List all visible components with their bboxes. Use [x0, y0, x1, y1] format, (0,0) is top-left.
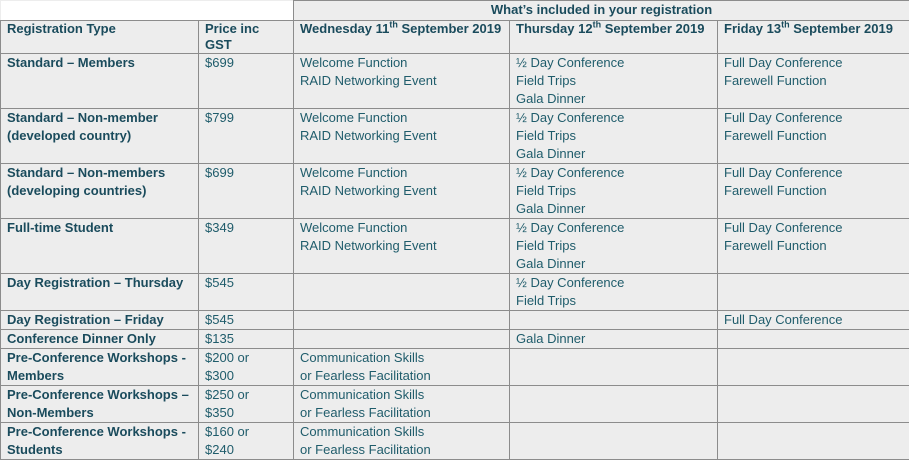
cell-registration-type — [1, 164, 199, 219]
cell-line: Day Registration – Thursday — [7, 274, 192, 292]
cell-thursday — [510, 311, 718, 330]
cell-line: Full Day Conference — [724, 311, 903, 329]
table-row — [1, 423, 909, 460]
cell-line: ½ Day Conference — [516, 109, 711, 127]
col-header-thursday — [510, 21, 718, 54]
wednesday-day: Wednesday 11 — [300, 21, 389, 36]
cell-price — [199, 349, 294, 386]
wednesday-month: September 2019 — [398, 21, 501, 36]
cell-line: $799 — [205, 109, 287, 127]
table-row — [1, 330, 909, 349]
cell-friday — [718, 330, 909, 349]
cell-line: Welcome Function — [300, 219, 503, 237]
cell-wednesday — [294, 386, 510, 423]
col-header-friday — [718, 21, 909, 54]
cell-registration-type — [1, 423, 199, 460]
cell-wednesday — [294, 311, 510, 330]
wednesday-ordinal: th — [389, 21, 398, 30]
cell-line: Full Day Conference — [724, 54, 903, 72]
cell-line: (developed country) — [7, 127, 192, 145]
cell-line: $240 — [205, 441, 287, 459]
cell-wednesday — [294, 349, 510, 386]
cell-line: $200 or — [205, 349, 287, 367]
friday-month: September 2019 — [790, 21, 893, 36]
cell-line: Field Trips — [516, 292, 711, 310]
cell-line: $300 — [205, 367, 287, 385]
cell-line: Gala Dinner — [516, 330, 711, 348]
cell-line: Field Trips — [516, 72, 711, 90]
cell-line: RAID Networking Event — [300, 182, 503, 200]
cell-line: ½ Day Conference — [516, 219, 711, 237]
cell-registration-type — [1, 219, 199, 274]
cell-line: Communication Skills — [300, 423, 503, 441]
cell-line: Field Trips — [516, 182, 711, 200]
cell-line: Full Day Conference — [724, 109, 903, 127]
cell-line: $350 — [205, 404, 287, 422]
cell-line: Full-time Student — [7, 219, 192, 237]
table-row — [1, 311, 909, 330]
cell-wednesday — [294, 423, 510, 460]
cell-line: Communication Skills — [300, 386, 503, 404]
cell-wednesday — [294, 219, 510, 274]
cell-line: ½ Day Conference — [516, 54, 711, 72]
thursday-month: September 2019 — [601, 21, 704, 36]
cell-friday — [718, 54, 909, 109]
cell-line: RAID Networking Event — [300, 127, 503, 145]
cell-line: $699 — [205, 164, 287, 182]
cell-registration-type — [1, 386, 199, 423]
cell-line: Day Registration – Friday — [7, 311, 192, 329]
cell-line: Standard – Non-members — [7, 164, 192, 182]
cell-registration-type — [1, 274, 199, 311]
cell-line: or Fearless Facilitation — [300, 441, 503, 459]
cell-wednesday — [294, 274, 510, 311]
cell-wednesday — [294, 330, 510, 349]
cell-line: Farewell Function — [724, 72, 903, 90]
col-header-price: Price inc GST — [199, 21, 294, 54]
table-row — [1, 219, 909, 274]
cell-line: Farewell Function — [724, 237, 903, 255]
table-row — [1, 54, 909, 109]
cell-registration-type — [1, 330, 199, 349]
cell-line: $160 or — [205, 423, 287, 441]
cell-line: Field Trips — [516, 237, 711, 255]
cell-line: $135 — [205, 330, 287, 348]
cell-thursday — [510, 386, 718, 423]
cell-line: or Fearless Facilitation — [300, 404, 503, 422]
cell-registration-type — [1, 54, 199, 109]
thursday-day: Thursday 12 — [516, 21, 593, 36]
friday-day: Friday 13 — [724, 21, 781, 36]
cell-line: Field Trips — [516, 127, 711, 145]
friday-ordinal: th — [781, 21, 790, 30]
cell-price — [199, 330, 294, 349]
cell-price — [199, 423, 294, 460]
cell-line: RAID Networking Event — [300, 72, 503, 90]
cell-line: RAID Networking Event — [300, 237, 503, 255]
cell-line: Gala Dinner — [516, 90, 711, 108]
col-header-wednesday — [294, 21, 510, 54]
included-group-header: What’s included in your registration — [294, 1, 909, 21]
cell-friday — [718, 349, 909, 386]
cell-line: Gala Dinner — [516, 255, 711, 273]
cell-line: $699 — [205, 54, 287, 72]
cell-line: Standard – Members — [7, 54, 192, 72]
cell-line: Farewell Function — [724, 127, 903, 145]
cell-line: ½ Day Conference — [516, 274, 711, 292]
cell-thursday — [510, 54, 718, 109]
thursday-ordinal: th — [593, 21, 602, 30]
cell-line: Full Day Conference — [724, 164, 903, 182]
cell-line: $545 — [205, 311, 287, 329]
header-blank — [1, 1, 294, 21]
cell-line: (developing countries) — [7, 182, 192, 200]
table-row — [1, 349, 909, 386]
cell-line: $545 — [205, 274, 287, 292]
cell-line: Farewell Function — [724, 182, 903, 200]
cell-wednesday — [294, 109, 510, 164]
cell-price — [199, 274, 294, 311]
cell-friday — [718, 219, 909, 274]
cell-friday — [718, 164, 909, 219]
col-header-registration-type: Registration Type — [1, 21, 199, 54]
cell-price — [199, 164, 294, 219]
cell-line: Non-Members — [7, 404, 192, 422]
cell-line: Standard – Non-member — [7, 109, 192, 127]
cell-registration-type — [1, 311, 199, 330]
cell-line: Pre-Conference Workshops – — [7, 386, 192, 404]
cell-thursday — [510, 274, 718, 311]
cell-line: Gala Dinner — [516, 145, 711, 163]
cell-line: Welcome Function — [300, 109, 503, 127]
cell-friday — [718, 109, 909, 164]
cell-line: ½ Day Conference — [516, 164, 711, 182]
cell-line: Gala Dinner — [516, 200, 711, 218]
cell-price — [199, 54, 294, 109]
cell-registration-type — [1, 109, 199, 164]
cell-price — [199, 109, 294, 164]
cell-line: Communication Skills — [300, 349, 503, 367]
cell-wednesday — [294, 164, 510, 219]
cell-line: Pre-Conference Workshops - — [7, 349, 192, 367]
cell-line: Students — [7, 441, 192, 459]
cell-friday — [718, 386, 909, 423]
cell-line: Welcome Function — [300, 164, 503, 182]
cell-line: or Fearless Facilitation — [300, 367, 503, 385]
cell-thursday — [510, 349, 718, 386]
cell-price — [199, 386, 294, 423]
cell-thursday — [510, 109, 718, 164]
cell-line: Conference Dinner Only — [7, 330, 192, 348]
cell-friday — [718, 311, 909, 330]
cell-friday — [718, 274, 909, 311]
table-row — [1, 109, 909, 164]
table-row — [1, 164, 909, 219]
cell-registration-type — [1, 349, 199, 386]
cell-price — [199, 311, 294, 330]
cell-price — [199, 219, 294, 274]
cell-line: Members — [7, 367, 192, 385]
cell-line: Full Day Conference — [724, 219, 903, 237]
cell-line: Welcome Function — [300, 54, 503, 72]
cell-line: Pre-Conference Workshops - — [7, 423, 192, 441]
cell-thursday — [510, 330, 718, 349]
cell-wednesday — [294, 54, 510, 109]
table-row — [1, 274, 909, 311]
cell-line: $349 — [205, 219, 287, 237]
cell-friday — [718, 423, 909, 460]
cell-thursday — [510, 164, 718, 219]
cell-thursday — [510, 219, 718, 274]
table-row — [1, 386, 909, 423]
cell-line: $250 or — [205, 386, 287, 404]
table-body — [1, 54, 909, 460]
cell-thursday — [510, 423, 718, 460]
